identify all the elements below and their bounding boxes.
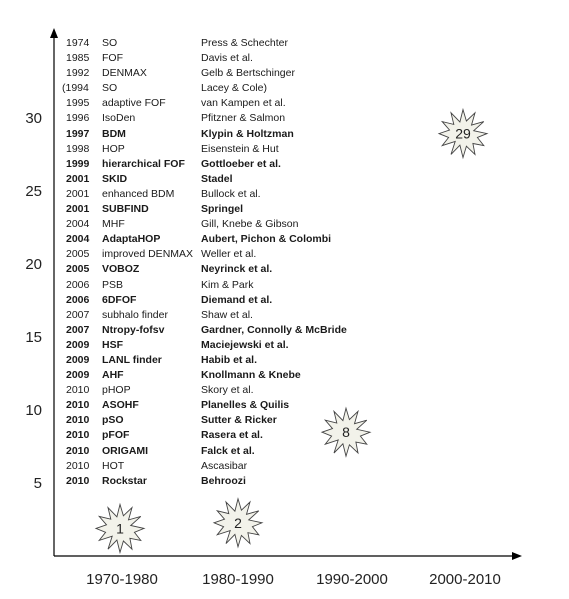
finder-year: 2004	[66, 233, 90, 246]
finder-name: HOP	[102, 142, 125, 155]
finder-year: 2005	[66, 263, 90, 276]
finder-row	[66, 202, 401, 217]
finder-row	[66, 459, 401, 474]
y-tick-label: 10	[25, 402, 42, 419]
finder-authors: Davis et al.	[201, 52, 253, 65]
y-axis-arrowhead	[50, 28, 58, 38]
finder-year: 2001	[66, 187, 90, 200]
finder-year: 2009	[66, 353, 90, 366]
x-tick-label: 2000-2010	[429, 571, 501, 588]
finder-authors: Maciejewski et al.	[201, 338, 289, 351]
finder-row	[66, 323, 401, 338]
finder-row	[66, 157, 401, 172]
finder-name: FOF	[102, 52, 123, 65]
finder-year: 2010	[66, 444, 90, 457]
finder-year: 1985	[66, 52, 90, 65]
finder-row	[66, 428, 401, 443]
finder-authors: Pfitzner & Salmon	[201, 112, 286, 125]
finder-row	[66, 398, 401, 413]
finder-year: 2006	[66, 278, 90, 291]
finder-year: 2005	[66, 248, 90, 261]
y-tick-label: 15	[25, 329, 42, 346]
x-tick-label: 1980-1990	[202, 571, 274, 588]
finder-authors: Klypin & Holtzman	[201, 127, 294, 140]
finder-authors: Behroozi	[201, 474, 246, 487]
finder-name: SKID	[102, 172, 128, 185]
finder-year: 2010	[66, 384, 90, 397]
finder-row	[66, 217, 401, 232]
finder-row	[66, 278, 401, 293]
finder-year: 2010	[66, 414, 90, 427]
finder-authors: Bullock et al.	[201, 187, 261, 200]
finder-name: pFOF	[102, 429, 130, 442]
finder-authors: Planelles & Quilis	[201, 399, 290, 412]
finder-year: 1999	[66, 157, 90, 170]
finder-authors: Eisenstein & Hut	[201, 142, 279, 155]
finder-authors: Gottloeber et al.	[201, 157, 281, 170]
finder-year: 2007	[66, 323, 90, 336]
finder-authors: Stadel	[201, 172, 233, 185]
finder-authors: Weller et al.	[201, 248, 257, 261]
finder-authors: Diemand et al.	[201, 293, 273, 306]
finder-row	[66, 262, 401, 277]
finder-row	[66, 66, 401, 81]
finder-authors: Gardner, Connolly & McBride	[201, 323, 347, 336]
finder-row	[66, 413, 401, 428]
finder-row	[66, 111, 401, 126]
finder-row	[66, 172, 401, 187]
finder-name: SO	[102, 82, 118, 95]
finder-year: (1994	[62, 82, 89, 95]
finder-name: IsoDen	[102, 112, 136, 125]
y-tick-labels	[25, 110, 42, 492]
data-label: 8	[342, 424, 350, 441]
finder-authors: van Kampen et al.	[201, 97, 286, 110]
finder-authors: Neyrinck et al.	[201, 263, 273, 276]
finder-name: SO	[102, 37, 118, 49]
x-axis-arrowhead	[512, 552, 522, 560]
data-label: 2	[234, 514, 242, 531]
finder-name: VOBOZ	[102, 263, 140, 276]
finder-row	[66, 36, 401, 51]
finder-authors: Habib et al.	[201, 353, 258, 366]
finder-year: 2010	[66, 399, 90, 412]
finder-year: 2007	[66, 308, 90, 321]
data-label: 29	[455, 125, 471, 142]
finder-name: HSF	[102, 338, 123, 351]
finder-authors: Aubert, Pichon & Colombi	[201, 233, 332, 246]
finder-name: Ntropy-fofsv	[102, 323, 165, 336]
finder-authors: Shaw et al.	[201, 308, 253, 321]
finder-year: 2001	[66, 203, 90, 216]
finder-authors: Sutter & Ricker	[201, 414, 277, 427]
finder-authors: Ascasibar	[201, 459, 248, 472]
finder-name: improved DENMAX	[102, 248, 194, 261]
finder-year: 1974	[66, 37, 90, 49]
finder-name: subhalo finder	[102, 308, 168, 321]
finder-year: 1996	[66, 112, 90, 125]
finder-authors: Gill, Knebe & Gibson	[201, 218, 299, 231]
finder-row	[66, 383, 401, 398]
finder-row	[66, 444, 401, 459]
finder-name: AdaptaHOP	[102, 233, 161, 246]
finder-year: 2010	[66, 474, 90, 487]
finder-year: 1992	[66, 67, 90, 80]
finder-row	[62, 81, 401, 96]
y-tick-label: 25	[25, 183, 42, 200]
finder-authors: Springel	[201, 203, 244, 216]
finder-name: DENMAX	[102, 67, 147, 80]
finder-row	[66, 127, 401, 142]
finder-authors: Skory et al.	[201, 384, 254, 397]
y-tick-label: 30	[25, 110, 42, 127]
finder-name: adaptive FOF	[102, 97, 166, 110]
finder-name: BDM	[102, 127, 126, 140]
x-tick-labels	[86, 571, 501, 588]
finder-row	[66, 247, 401, 262]
finder-authors: Rasera et al.	[201, 429, 263, 442]
finder-name: SUBFIND	[102, 203, 149, 216]
finder-name: pSO	[102, 414, 124, 427]
finder-row	[66, 338, 401, 353]
finder-year: 2010	[66, 459, 90, 472]
finder-year: 2009	[66, 338, 90, 351]
finder-authors: Knollmann & Knebe	[201, 369, 301, 382]
finder-year: 1997	[66, 127, 90, 140]
finder-row	[66, 353, 401, 368]
x-tick-label: 1990-2000	[316, 571, 388, 588]
finder-name: HOT	[102, 459, 125, 472]
finder-name: 6DFOF	[102, 293, 137, 306]
finder-row	[66, 368, 401, 383]
finder-year: 2006	[66, 293, 90, 306]
x-tick-label: 1970-1980	[86, 571, 158, 588]
finder-row	[66, 293, 401, 308]
finder-name: LANL finder	[102, 353, 162, 366]
finder-year: 2001	[66, 172, 90, 185]
finder-authors: Gelb & Bertschinger	[201, 67, 295, 80]
y-tick-label: 20	[25, 256, 42, 273]
finder-name: MHF	[102, 218, 125, 231]
finder-year: 2004	[66, 218, 90, 231]
finder-authors: Kim & Park	[201, 278, 254, 291]
finder-name: ASOHF	[102, 399, 139, 412]
finder-year: 2009	[66, 369, 90, 382]
finder-authors: Lacey & Cole)	[201, 82, 267, 95]
finder-authors: Press & Schechter	[201, 37, 288, 49]
finder-row	[66, 51, 401, 66]
finder-name: AHF	[102, 369, 124, 382]
finder-name: ORIGAMI	[102, 444, 149, 457]
finder-row	[66, 96, 401, 111]
finder-row	[66, 308, 401, 323]
finder-name: Rockstar	[102, 474, 147, 487]
finder-row	[66, 187, 401, 202]
finder-row	[66, 232, 401, 247]
finder-name: PSB	[102, 278, 124, 291]
finder-authors: Falck et al.	[201, 444, 255, 457]
finder-name: enhanced BDM	[102, 187, 175, 200]
finder-row	[66, 474, 401, 489]
finder-year: 1998	[66, 142, 90, 155]
finder-year: 1995	[66, 97, 90, 110]
halo-finder-list	[62, 36, 401, 489]
finder-name: hierarchical FOF	[102, 157, 185, 170]
finder-year: 2010	[66, 429, 90, 442]
finder-name: pHOP	[102, 384, 131, 397]
finder-row	[66, 142, 401, 157]
y-tick-label: 5	[33, 475, 42, 492]
data-label: 1	[116, 520, 124, 537]
